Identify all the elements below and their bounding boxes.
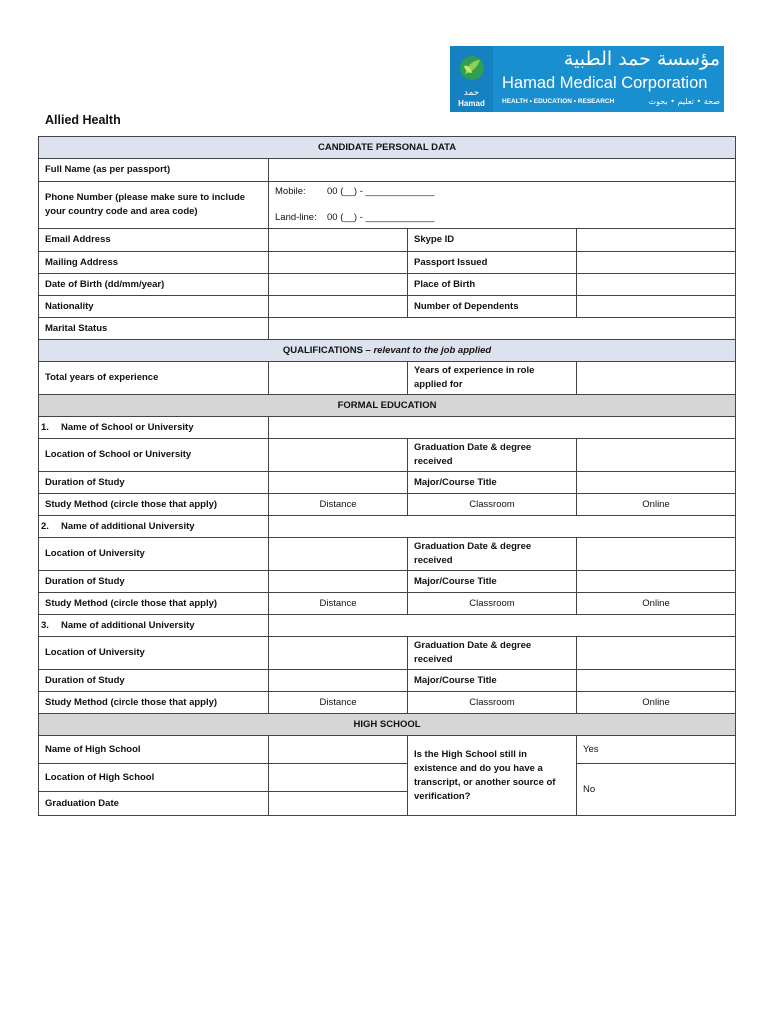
duration-label: Duration of Study — [39, 472, 269, 494]
study-method-label: Study Method (circle those that apply) — [39, 494, 269, 516]
role-years-field[interactable] — [577, 362, 736, 395]
mailing-field[interactable] — [269, 252, 408, 274]
hmc-mark-english: Hamad — [458, 99, 485, 108]
hmc-tagline: HEALTH • EDUCATION • RESEARCH — [502, 98, 615, 105]
qualifications-header — [39, 340, 736, 362]
mobile-format: 00 (__) - _____________ — [327, 186, 435, 197]
option-classroom[interactable]: Classroom — [408, 494, 577, 516]
school-name-label — [39, 516, 269, 538]
hs-location-label: Location of High School — [39, 764, 269, 792]
hmc-logo — [450, 46, 724, 112]
duration-field[interactable] — [269, 670, 408, 692]
school-name-text: Name of additional University — [61, 520, 195, 532]
school-name-field[interactable] — [269, 516, 736, 538]
email-field[interactable] — [269, 229, 408, 252]
duration-label: Duration of Study — [39, 571, 269, 593]
hmc-logo-mark — [450, 46, 493, 112]
school-name-label — [39, 615, 269, 637]
study-method-label: Study Method (circle those that apply) — [39, 593, 269, 615]
landline-format: 00 (__) - _____________ — [327, 212, 435, 223]
personal-data-header: CANDIDATE PERSONAL DATA — [39, 137, 736, 159]
pob-label: Place of Birth — [408, 274, 577, 296]
landline-label: Land-line: — [275, 212, 317, 223]
mobile-line — [275, 185, 729, 199]
hs-graduation-label: Graduation Date — [39, 792, 269, 816]
dependents-label: Number of Dependents — [408, 296, 577, 318]
hs-location-field[interactable] — [269, 764, 408, 792]
graduation-label: Graduation Date & degree received — [408, 538, 577, 571]
leaf-icon — [459, 54, 485, 86]
major-field[interactable] — [577, 670, 736, 692]
school-location-label: Location of University — [39, 538, 269, 571]
school-location-label: Location of School or University — [39, 439, 269, 472]
dob-field[interactable] — [269, 274, 408, 296]
mailing-label: Mailing Address — [39, 252, 269, 274]
graduation-field[interactable] — [577, 637, 736, 670]
hs-graduation-field[interactable] — [269, 792, 408, 816]
high-school-header: HIGH SCHOOL — [39, 714, 736, 736]
total-years-label: Total years of experience — [39, 362, 269, 395]
landline-line — [275, 211, 729, 225]
school-name-field[interactable] — [269, 417, 736, 439]
graduation-field[interactable] — [577, 439, 736, 472]
entry-number: 1. — [41, 421, 49, 433]
major-label: Major/Course Title — [408, 472, 577, 494]
hmc-english-name: Hamad Medical Corporation — [502, 74, 708, 92]
hs-verification-question: Is the High School still in existence and do you have a transcript, or another source of verification? — [408, 736, 577, 816]
dob-label: Date of Birth (dd/mm/year) — [39, 274, 269, 296]
school-name-text: Name of additional University — [61, 619, 195, 631]
skype-field[interactable] — [577, 229, 736, 252]
major-field[interactable] — [577, 571, 736, 593]
major-label: Major/Course Title — [408, 670, 577, 692]
graduation-label: Graduation Date & degree received — [408, 439, 577, 472]
option-distance[interactable]: Distance — [269, 593, 408, 615]
formal-education-header: FORMAL EDUCATION — [39, 395, 736, 417]
phone-label: Phone Number (please make sure to include your country code and area code) — [39, 182, 269, 229]
full-name-label: Full Name (as per passport) — [39, 159, 269, 182]
option-online[interactable]: Online — [577, 494, 736, 516]
hmc-tagline-arabic: صحة • تعليم • بحوث — [648, 97, 720, 106]
option-online[interactable]: Online — [577, 692, 736, 714]
total-years-field[interactable] — [269, 362, 408, 395]
duration-field[interactable] — [269, 472, 408, 494]
school-location-label: Location of University — [39, 637, 269, 670]
option-distance[interactable]: Distance — [269, 494, 408, 516]
hmc-mark-arabic: حمد — [463, 88, 480, 98]
skype-label: Skype ID — [408, 229, 577, 252]
email-label: Email Address — [39, 229, 269, 252]
page-title: Allied Health — [45, 113, 121, 127]
entry-number: 3. — [41, 619, 49, 631]
entry-number: 2. — [41, 520, 49, 532]
marital-field[interactable] — [269, 318, 736, 340]
role-years-label: Years of experience in role applied for — [408, 362, 577, 395]
option-distance[interactable]: Distance — [269, 692, 408, 714]
duration-field[interactable] — [269, 571, 408, 593]
option-online[interactable]: Online — [577, 593, 736, 615]
graduation-field[interactable] — [577, 538, 736, 571]
full-name-field[interactable] — [269, 159, 736, 182]
school-location-field[interactable] — [269, 637, 408, 670]
graduation-label: Graduation Date & degree received — [408, 637, 577, 670]
pob-field[interactable] — [577, 274, 736, 296]
marital-label: Marital Status — [39, 318, 269, 340]
passport-field[interactable] — [577, 252, 736, 274]
duration-label: Duration of Study — [39, 670, 269, 692]
qualifications-header-text: QUALIFICATIONS – — [282, 344, 371, 356]
school-location-field[interactable] — [269, 538, 408, 571]
hs-no-option[interactable]: No — [577, 764, 736, 816]
hs-name-field[interactable] — [269, 736, 408, 764]
application-form-table — [38, 136, 736, 816]
phone-field[interactable] — [269, 182, 736, 229]
major-field[interactable] — [577, 472, 736, 494]
mobile-label: Mobile: — [275, 186, 306, 197]
hs-yes-option[interactable]: Yes — [577, 736, 736, 764]
school-name-text: Name of School or University — [61, 421, 194, 433]
nationality-field[interactable] — [269, 296, 408, 318]
hmc-arabic-name: مؤسسة حمد الطبية — [563, 48, 720, 70]
nationality-label: Nationality — [39, 296, 269, 318]
study-method-label: Study Method (circle those that apply) — [39, 692, 269, 714]
passport-label: Passport Issued — [408, 252, 577, 274]
hs-name-label: Name of High School — [39, 736, 269, 764]
major-label: Major/Course Title — [408, 571, 577, 593]
school-name-field[interactable] — [269, 615, 736, 637]
option-classroom[interactable]: Classroom — [408, 593, 577, 615]
school-name-label — [39, 417, 269, 439]
dependents-field[interactable] — [577, 296, 736, 318]
qualifications-header-note: relevant to the job applied — [373, 344, 492, 356]
option-classroom[interactable]: Classroom — [408, 692, 577, 714]
school-location-field[interactable] — [269, 439, 408, 472]
